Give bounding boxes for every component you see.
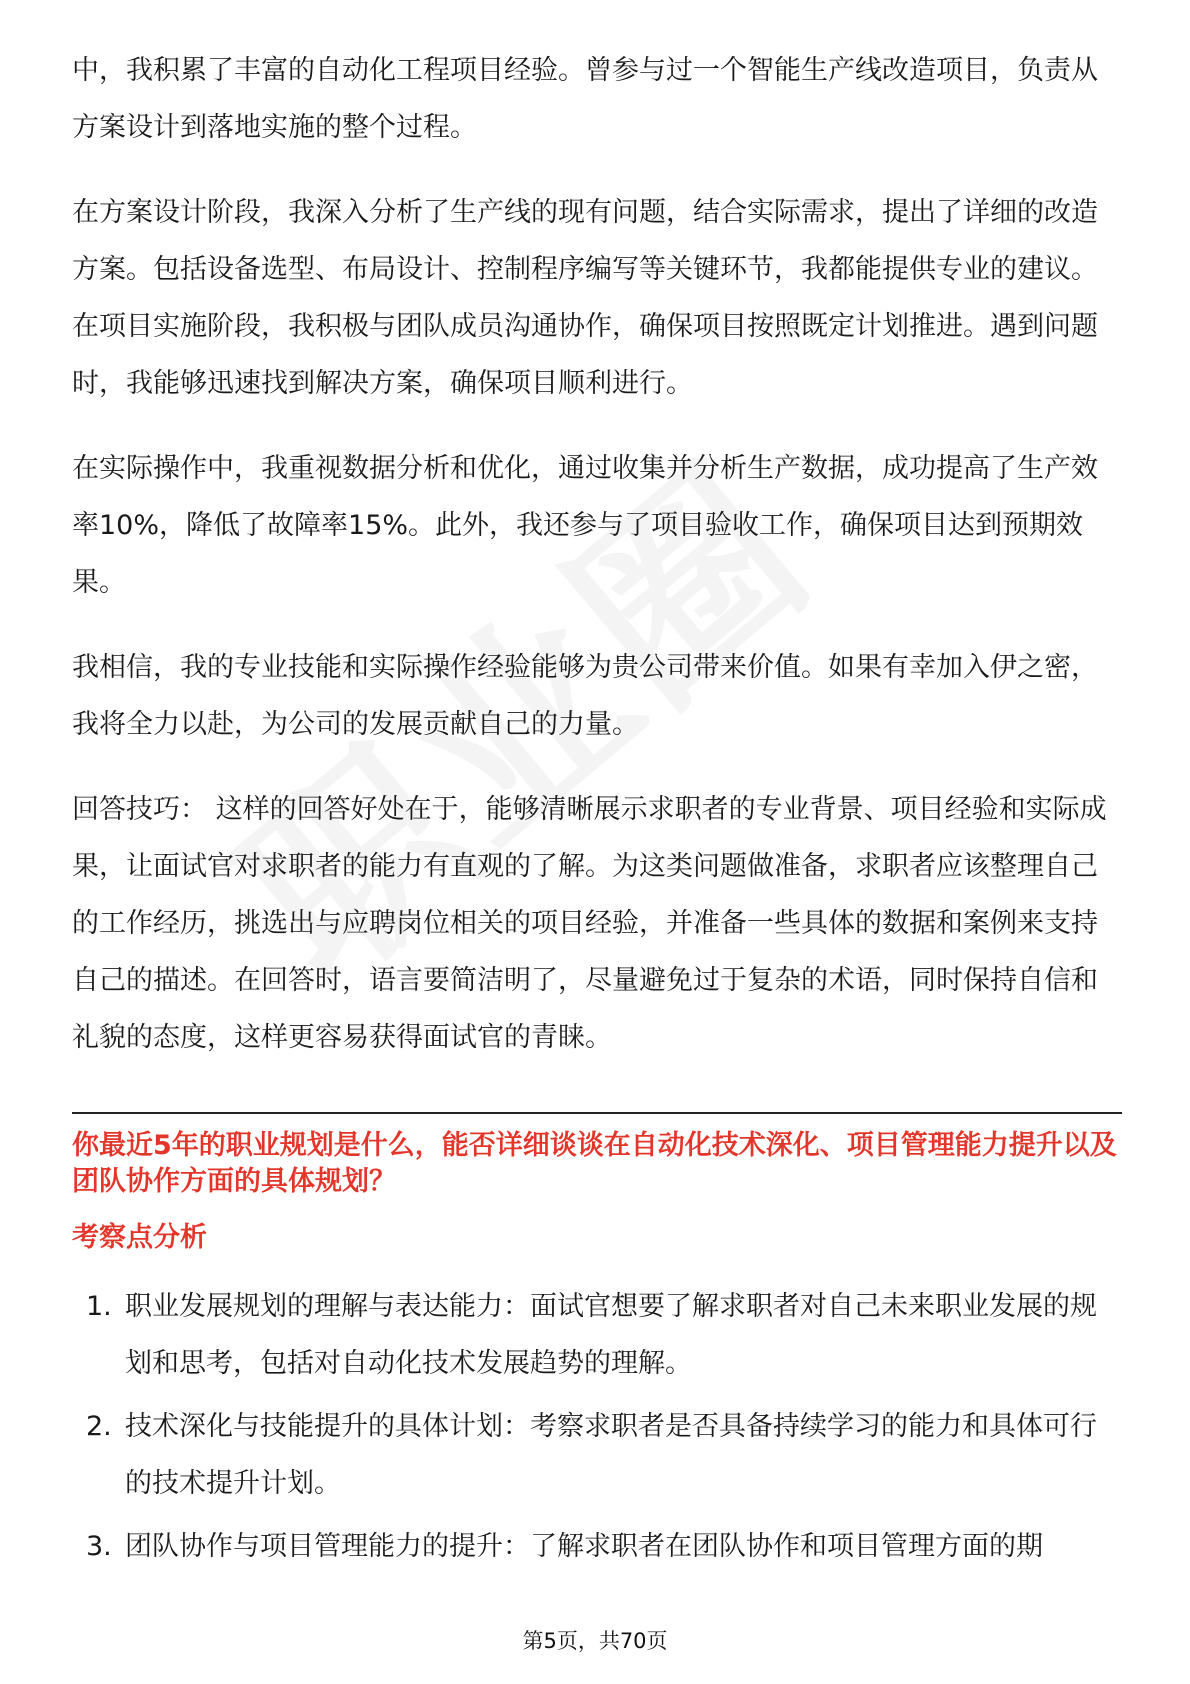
list-item	[72, 1278, 1122, 1392]
analysis-heading: 考察点分析	[72, 1222, 207, 1253]
list-item-text: 职业发展规划的理解与表达能力：面试官想要了解求职者对自己未来职业发展的规划和思考，包括对自动化技术发展趋势的理解。	[125, 1291, 1097, 1379]
list-item-number: 3.	[86, 1531, 112, 1562]
paragraph-1: 中，我积累了丰富的自动化工程项目经验。曾参与过一个智能生产线改造项目，负责从方案设计到落地实施的整个过程。	[72, 55, 1098, 143]
list-item	[72, 1518, 1122, 1575]
paragraph-3: 在实际操作中，我重视数据分析和优化，通过收集并分析生产数据，成功提高了生产效率10%，降低了故障率15%。此外，我还参与了项目验收工作，确保项目达到预期效果。	[72, 453, 1098, 598]
paragraph-2: 在方案设计阶段，我深入分析了生产线的现有问题，结合实际需求，提出了详细的改造方案。包括设备选型、布局设计、控制程序编写等关键环节，我都能提供专业的建议。在项目实施阶段，我积极与团队成员沟通协作，确保项目按照既定计划推进。遇到问题时，我能够迅速找到解决方案，确保项目顺利进行。	[72, 197, 1098, 399]
analysis-points-list	[72, 1278, 1122, 1575]
answer-tips-paragraph: 回答技巧： 这样的回答好处在于，能够清晰展示求职者的专业背景、项目经验和实际成果，让面试官对求职者的能力有直观的了解。为这类问题做准备，求职者应该整理自己的工作经历，挑选出与应聘岗位相关的项目经验，并准备一些具体的数据和案例来支持自己的描述。在回答时，语言要简洁明了，尽量避免过于复杂的术语，同时保持自信和礼貌的态度，这样更容易获得面试官的青睐。	[72, 794, 1107, 1053]
page-footer: 第5页，共70页	[522, 1629, 668, 1653]
list-item-text: 技术深化与技能提升的具体计划：考察求职者是否具备持续学习的能力和具体可行的技术提升计划。	[125, 1411, 1097, 1499]
section-divider	[72, 1112, 1122, 1114]
list-item-text: 团队协作与项目管理能力的提升：了解求职者在团队协作和项目管理方面的期	[125, 1531, 1043, 1562]
interview-question: 你最近5年的职业规划是什么，能否详细谈谈在自动化技术深化、项目管理能力提升以及团队协作方面的具体规划？	[72, 1130, 1117, 1197]
list-item	[72, 1398, 1122, 1512]
list-item-number: 2.	[86, 1411, 112, 1442]
paragraph-4: 我相信，我的专业技能和实际操作经验能够为贵公司带来价值。如果有幸加入伊之密，我将全力以赴，为公司的发展贡献自己的力量。	[72, 652, 1098, 740]
list-item-number: 1.	[86, 1291, 112, 1322]
document-body	[72, 42, 1122, 1581]
